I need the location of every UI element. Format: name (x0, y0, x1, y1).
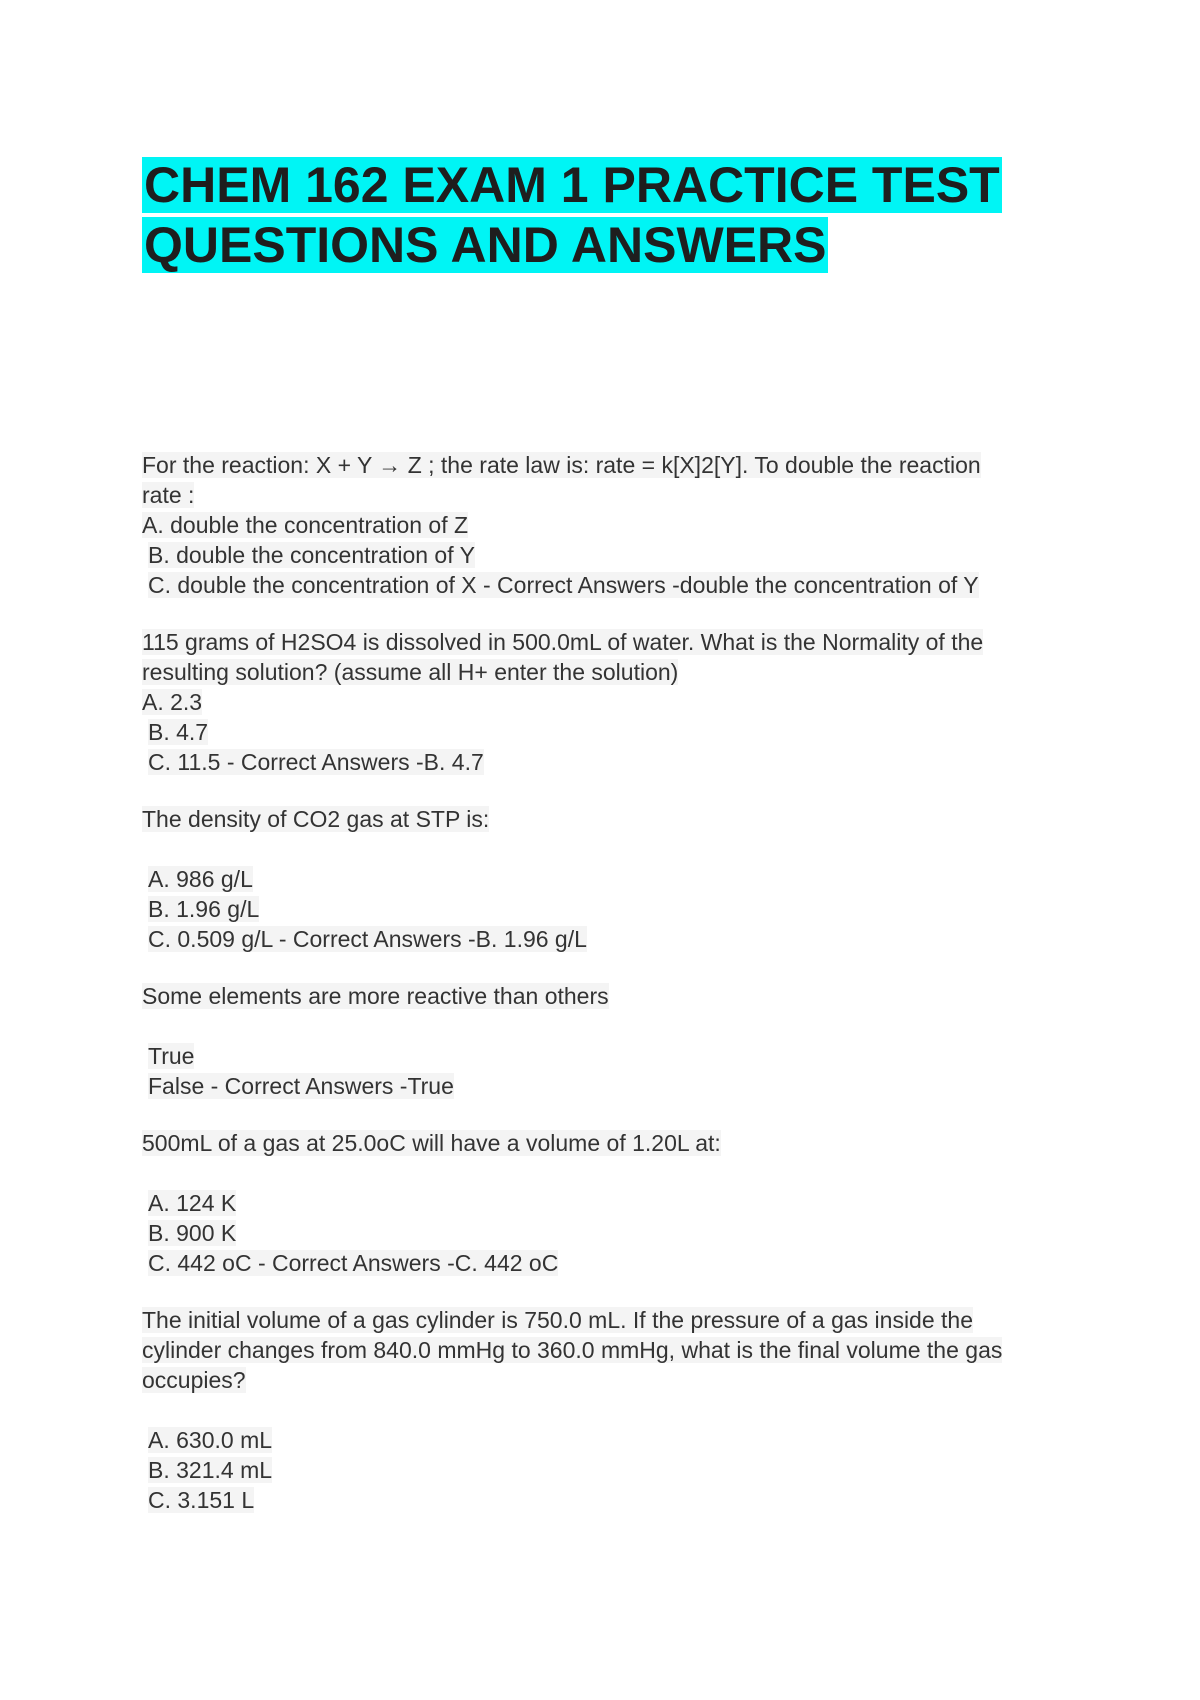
question-6-text-line-3: occupies? (142, 1367, 246, 1393)
question-5 (142, 1128, 1042, 1278)
question-2-option-b: B. 4.7 (148, 719, 209, 745)
title-line-2: QUESTIONS AND ANSWERS (144, 217, 827, 273)
document-title (142, 155, 1042, 275)
question-6-option-b: B. 321.4 mL (148, 1457, 273, 1483)
question-2-text-line-1: 115 grams of H2SO4 is dissolved in 500.0mL of water. What is the Normality of the (142, 629, 984, 655)
question-6-option-a: A. 630.0 mL (148, 1427, 273, 1453)
question-list (142, 450, 1042, 1542)
question-1-text-line-2: rate : (142, 482, 195, 508)
question-4-option-true: True (148, 1043, 195, 1069)
question-5-option-a: A. 124 K (148, 1190, 237, 1216)
question-6-text-line-2: cylinder changes from 840.0 mmHg to 360.0 mmHg, what is the final volume the gas (142, 1337, 1003, 1363)
question-3-option-a: A. 986 g/L (148, 866, 253, 892)
question-5-text-line-1: 500mL of a gas at 25.0oC will have a volume of 1.20L at: (142, 1130, 721, 1156)
question-1-text-line-1: For the reaction: X + Y → Z ; the rate law is: rate = k[X]2[Y]. To double the reaction (142, 452, 981, 478)
question-6 (142, 1305, 1042, 1515)
question-1-option-a: A. double the concentration of Z (142, 512, 469, 538)
question-4-text-line-1: Some elements are more reactive than others (142, 983, 609, 1009)
question-2-option-c-answer: C. 11.5 - Correct Answers -B. 4.7 (148, 749, 484, 775)
question-2-option-a: A. 2.3 (142, 689, 203, 715)
question-4-option-false-answer: False - Correct Answers -True (148, 1073, 454, 1099)
question-3-option-c-answer: C. 0.509 g/L - Correct Answers -B. 1.96 g/L (148, 926, 587, 952)
question-3-option-b: B. 1.96 g/L (148, 896, 260, 922)
question-3-text-line-1: The density of CO2 gas at STP is: (142, 806, 490, 832)
question-2-text-line-2: resulting solution? (assume all H+ enter the solution) (142, 659, 679, 685)
question-6-option-c: C. 3.151 L (148, 1487, 255, 1513)
question-6-text-line-1: The initial volume of a gas cylinder is 750.0 mL. If the pressure of a gas inside the (142, 1307, 973, 1333)
question-1 (142, 450, 1042, 600)
question-4 (142, 981, 1042, 1101)
question-5-option-b: B. 900 K (148, 1220, 237, 1246)
document-page (142, 155, 1042, 1513)
question-5-option-c-answer: C. 442 oC - Correct Answers -C. 442 oC (148, 1250, 559, 1276)
question-1-option-b: B. double the concentration of Y (148, 542, 475, 568)
question-3 (142, 804, 1042, 954)
question-2 (142, 627, 1042, 777)
title-line-1: CHEM 162 EXAM 1 PRACTICE TEST (144, 157, 1000, 213)
question-1-option-c-answer: C. double the concentration of X - Correct Answers -double the concentration of Y (148, 572, 979, 598)
